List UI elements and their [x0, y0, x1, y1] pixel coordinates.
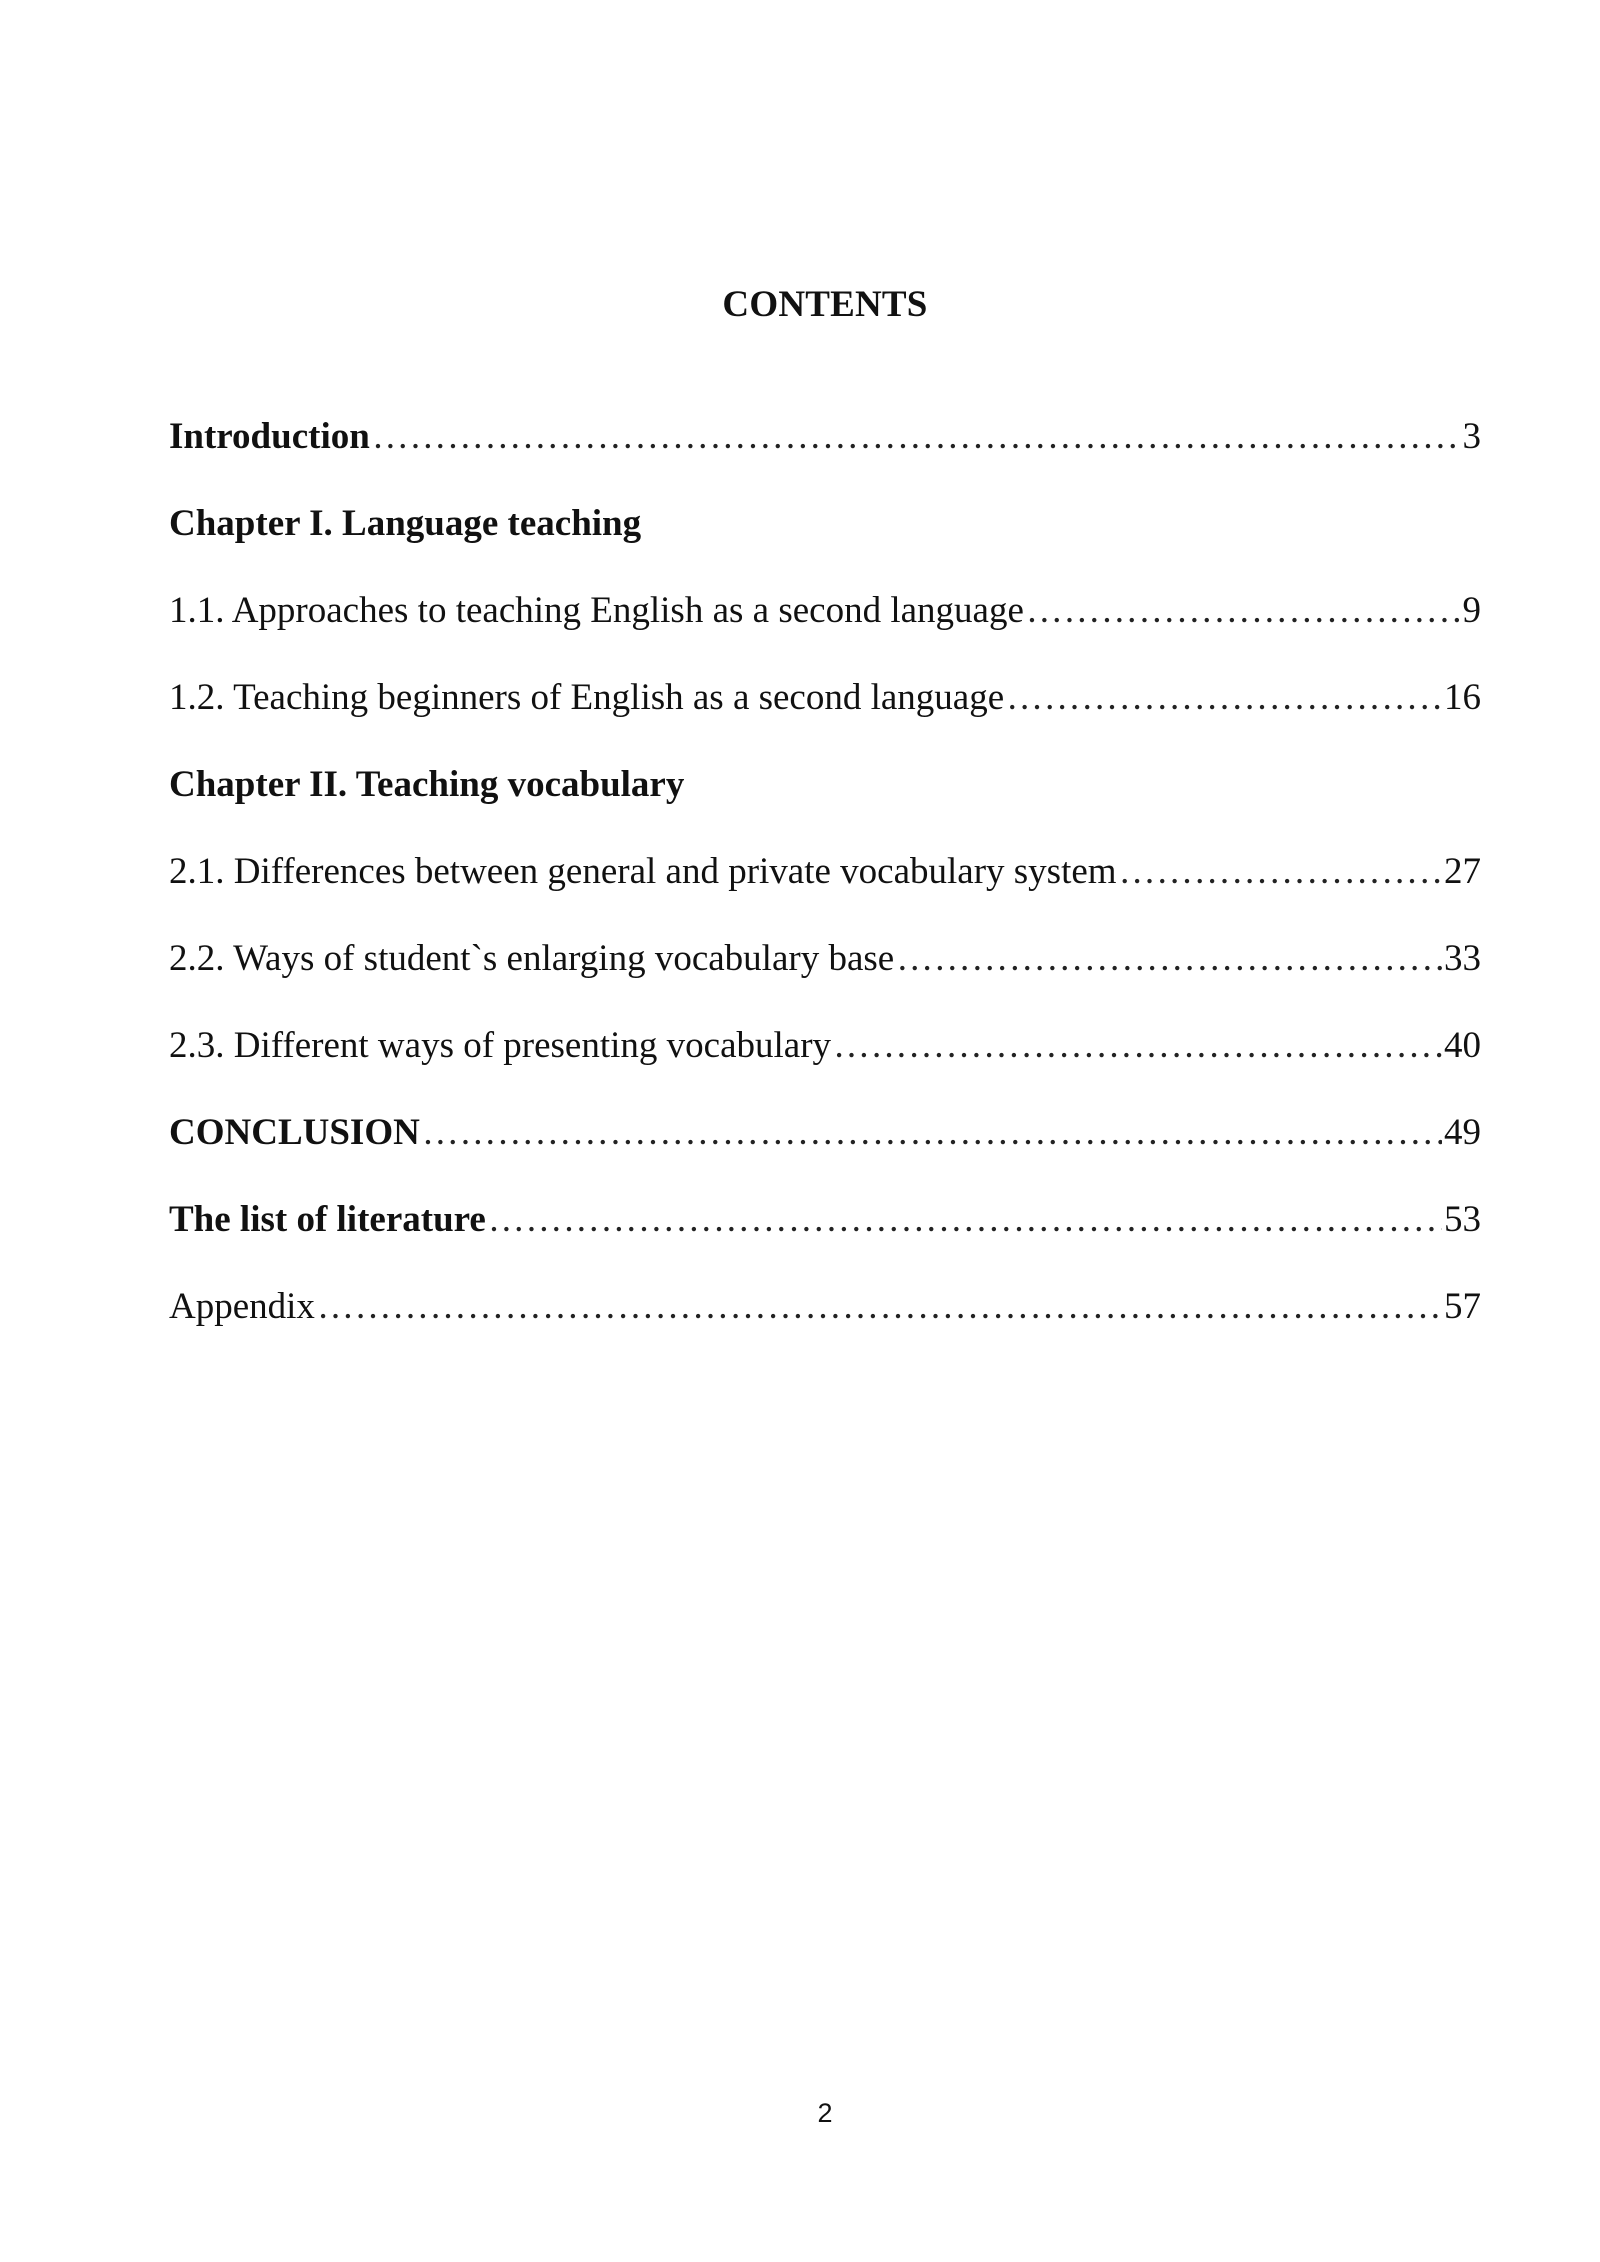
toc-entry-1-1 — [169, 586, 1481, 636]
dot-leader — [372, 412, 1461, 462]
contents-title: CONTENTS — [722, 284, 928, 325]
toc-entry-appendix — [169, 1282, 1481, 1332]
toc-chapter-2-heading: Chapter II. Teaching vocabulary — [169, 764, 685, 805]
dot-leader — [1119, 847, 1442, 897]
page-number: 2 — [817, 2098, 833, 2128]
toc-entry-label: 2.1. Differences between general and private vocabulary system — [169, 851, 1117, 892]
toc-entry-page: 16 — [1444, 677, 1481, 718]
toc-entry-label: 1.1. Approaches to teaching English as a second language — [169, 590, 1024, 631]
dot-leader — [896, 934, 1442, 984]
toc-entry-label: Appendix — [169, 1286, 315, 1327]
toc-entry-2-2 — [169, 934, 1481, 984]
toc-entry-page: 53 — [1444, 1199, 1481, 1240]
toc-entry-2-1 — [169, 847, 1481, 897]
toc-entry-page: 9 — [1462, 590, 1481, 631]
toc-entry-label: CONCLUSION — [169, 1112, 420, 1153]
toc-chapter-1-heading: Chapter I. Language teaching — [169, 503, 642, 544]
dot-leader — [1006, 673, 1442, 723]
dot-leader — [317, 1282, 1442, 1332]
toc-entry-page: 3 — [1462, 416, 1481, 457]
toc-entry-page: 33 — [1444, 938, 1481, 979]
toc-entry-label: The list of literature — [169, 1199, 486, 1240]
toc-entry-page: 40 — [1444, 1025, 1481, 1066]
toc-entry-conclusion — [169, 1108, 1481, 1158]
toc-entry-page: 27 — [1444, 851, 1481, 892]
toc-entry-2-3 — [169, 1021, 1481, 1071]
toc-entry-label: 1.2. Teaching beginners of English as a second language — [169, 677, 1005, 718]
toc-entry-page: 57 — [1444, 1286, 1481, 1327]
toc-entry-page: 49 — [1444, 1112, 1481, 1153]
dot-leader — [422, 1108, 1442, 1158]
toc-entry-label: Introduction — [169, 416, 370, 457]
toc-entry-1-2 — [169, 673, 1481, 723]
toc-entry-label: 2.3. Different ways of presenting vocabulary — [169, 1025, 832, 1066]
dot-leader — [1026, 586, 1461, 636]
toc-entry-literature — [169, 1195, 1481, 1245]
dot-leader — [833, 1021, 1442, 1071]
dot-leader — [488, 1195, 1442, 1245]
toc-entry-introduction — [169, 412, 1481, 462]
toc-entry-label: 2.2. Ways of student`s enlarging vocabulary base — [169, 938, 895, 979]
